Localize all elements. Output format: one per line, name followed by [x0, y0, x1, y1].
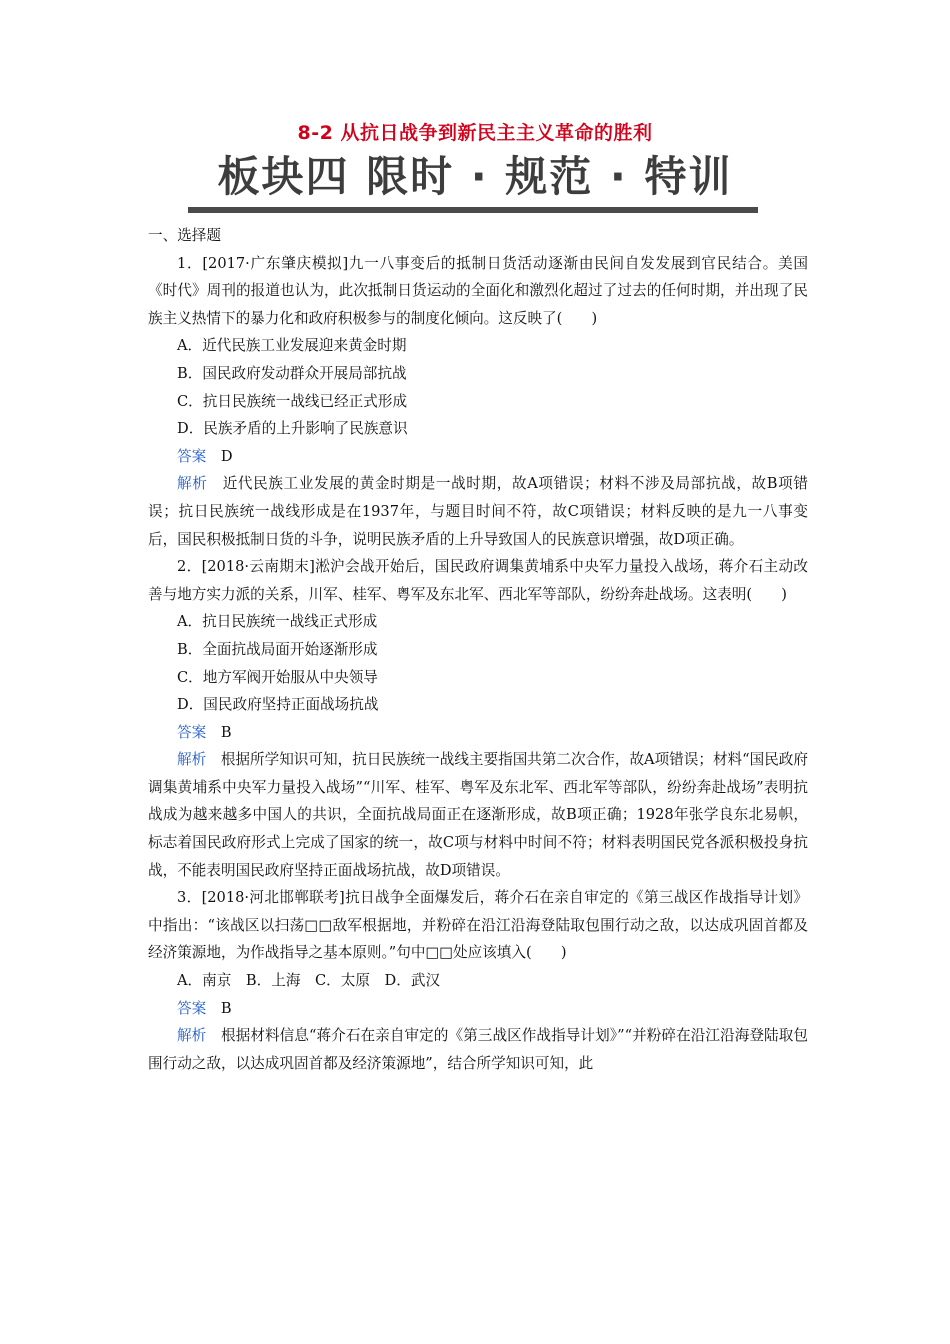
answer-line — [148, 443, 808, 471]
answer-value: B — [220, 723, 232, 741]
option-b: B．国民政府发动群众开展局部抗战 — [177, 364, 407, 382]
lesson-title: 8-2 从抗日战争到新民主主义革命的胜利 — [297, 122, 653, 144]
option-b: B．全面抗战局面开始逐渐形成 — [177, 640, 378, 658]
banner-underline — [188, 207, 758, 213]
analysis-label: 解析 — [177, 751, 207, 769]
answer-label: 答案 — [177, 999, 207, 1017]
analysis-label: 解析 — [177, 475, 208, 493]
option-d: D．民族矛盾的上升影响了民族意识 — [177, 420, 408, 438]
section-heading: 一、选择题 — [148, 227, 221, 244]
option-c: C．抗日民族统一战线已经正式形成 — [177, 392, 408, 410]
analysis-label: 解析 — [177, 1027, 207, 1045]
document-body — [148, 222, 808, 1077]
answer-value: D — [220, 447, 233, 465]
option-a: A．抗日民族统一战线正式形成 — [177, 613, 378, 631]
option-a: A．近代民族工业发展迎来黄金时期 — [177, 337, 407, 355]
analysis-text: 根据材料信息“蒋介石在亲自审定的《第三战区作战指导计划》”“并粉碎在沿江沿海登陆取包围行动之敌，以达成巩固首都及经济策源地”，结合所学知识可知，此 — [148, 1027, 808, 1072]
question-stem: 3．[2018·河北邯郸联考]抗日战争全面爆发后，蒋介石在亲自审定的《第三战区作战指导计划》中指出：“该战区以扫荡□□敌军根据地，并粉碎在沿江沿海登陆取包围行动之敌，以达成巩固首都及经济策源地，为作战指导之基本原则。”句中□□处应该填入( ) — [148, 889, 808, 962]
answer-line — [148, 995, 808, 1023]
answer-line — [148, 719, 808, 747]
option-c: C．地方军阀开始服从中央领导 — [177, 668, 378, 686]
analysis-paragraph — [148, 1022, 808, 1077]
question-stem: 1．[2017·广东肇庆模拟]九一八事变后的抵制日货活动逐渐由民间自发发展到官民结合。美国《时代》周刊的报道也认为，此次抵制日货运动的全面化和激烈化超过了过去的任何时期，并出现了民族主义热情下的暴力化和政府积极参与的制度化倾向。这反映了( ) — [148, 254, 808, 327]
analysis-paragraph — [148, 470, 808, 553]
options-inline: A．南京 B．上海 C．太原 D．武汉 — [177, 972, 441, 990]
answer-value: B — [220, 999, 232, 1017]
answer-label: 答案 — [177, 447, 207, 465]
section-banner: 板块四 限时 · 规范 · 特训 — [217, 152, 733, 201]
question-stem: 2．[2018·云南期末]淞沪会战开始后，国民政府调集黄埔系中央军力量投入战场，蒋介石主动改善与地方实力派的关系，川军、桂军、粤军及东北军、西北军等部队，纷纷奔赴战场。这表明( ) — [148, 558, 808, 603]
analysis-paragraph — [148, 746, 808, 884]
option-d: D．国民政府坚持正面战场抗战 — [177, 696, 379, 714]
answer-label: 答案 — [177, 723, 207, 741]
analysis-text: 近代民族工业发展的黄金时期是一战时期，故A项错误；材料不涉及局部抗战，故B项错误；抗日民族统一战线形成是在1937年，与题目时间不符，故C项错误；材料反映的是九一八事变后，国民积极抵制日货的斗争，说明民族矛盾的上升导致国人的民族意识增强，故D项正确。 — [148, 475, 808, 548]
analysis-text: 根据所学知识可知，抗日民族统一战线主要指国共第二次合作，故A项错误；材料“国民政府调集黄埔系中央军力量投入战场”“川军、桂军、粤军及东北军、西北军等部队，纷纷奔赴战场”表明抗战成为越来越多中国人的共识，全面抗战局面正在逐渐形成，故B项正确；1928年张学良东北易帜，标志着国民政府形式上完成了国家的统一，故C项与材料中时间不符；材料表明国民党各派积极投身抗战，不能表明国民政府坚持正面战场抗战，故D项错误。 — [148, 751, 808, 879]
